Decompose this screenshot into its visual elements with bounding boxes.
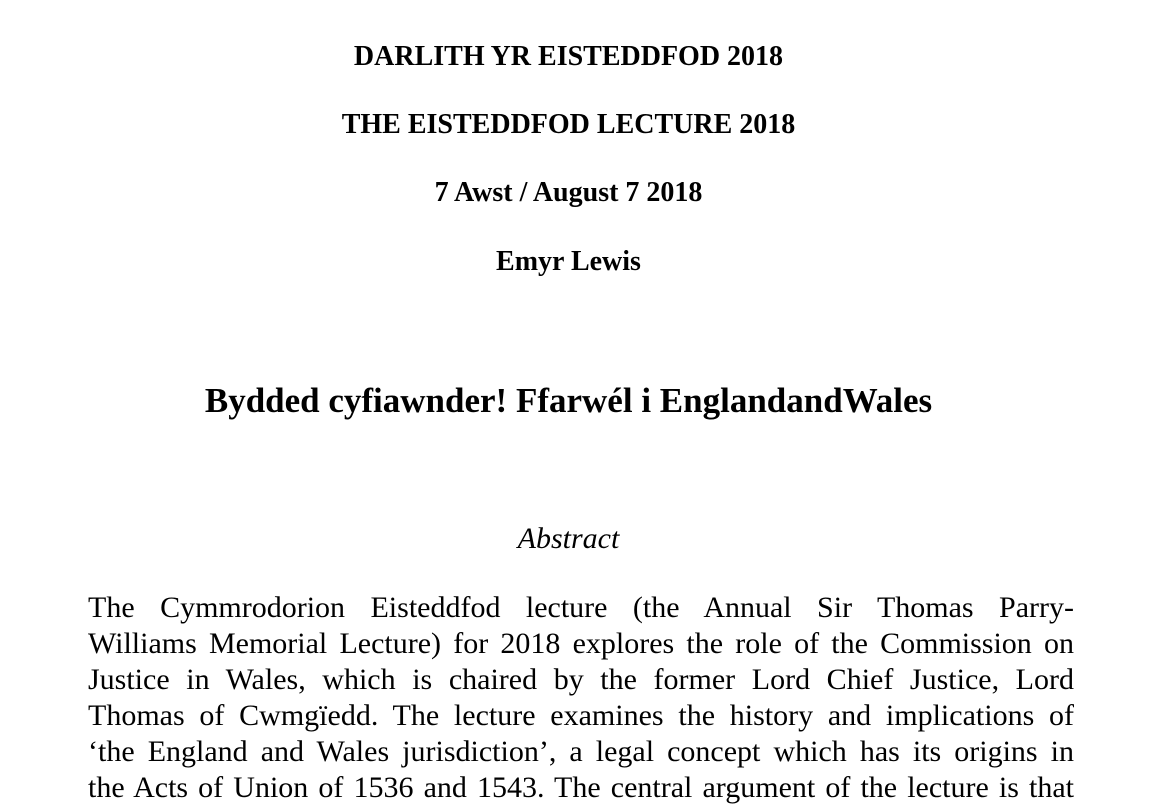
abstract-heading: Abstract: [517, 522, 620, 555]
abstract-line: Williams Memorial Lecture) for 2018 explores the role of the Commission on: [88, 627, 1074, 660]
abstract-line: Justice in Wales, which is chaired by the former Lord Chief Justice, Lord: [88, 663, 1074, 696]
document-title: Bydded cyfiawnder! Ffarwél i EnglandandWales: [204, 381, 933, 420]
lecture-date: 7 Awst / August 7 2018: [434, 177, 703, 208]
abstract-line: the Acts of Union of 1536 and 1543. The central argument of the lecture is that: [88, 771, 1074, 804]
abstract-line: ‘the England and Wales jurisdiction’, a legal concept which has its origins in: [88, 735, 1074, 768]
lecture-title-english: THE EISTEDDFOD LECTURE 2018: [341, 109, 796, 140]
abstract-line: The Cymmrodorion Eisteddfod lecture (the Annual Sir Thomas Parry-: [88, 591, 1074, 624]
abstract-body: [88, 590, 1074, 806]
lecture-title-welsh: DARLITH YR EISTEDDFOD 2018: [353, 41, 784, 72]
abstract-line: Thomas of Cwmgïedd. The lecture examines the history and implications of: [88, 699, 1074, 732]
author-name: Emyr Lewis: [496, 246, 641, 277]
